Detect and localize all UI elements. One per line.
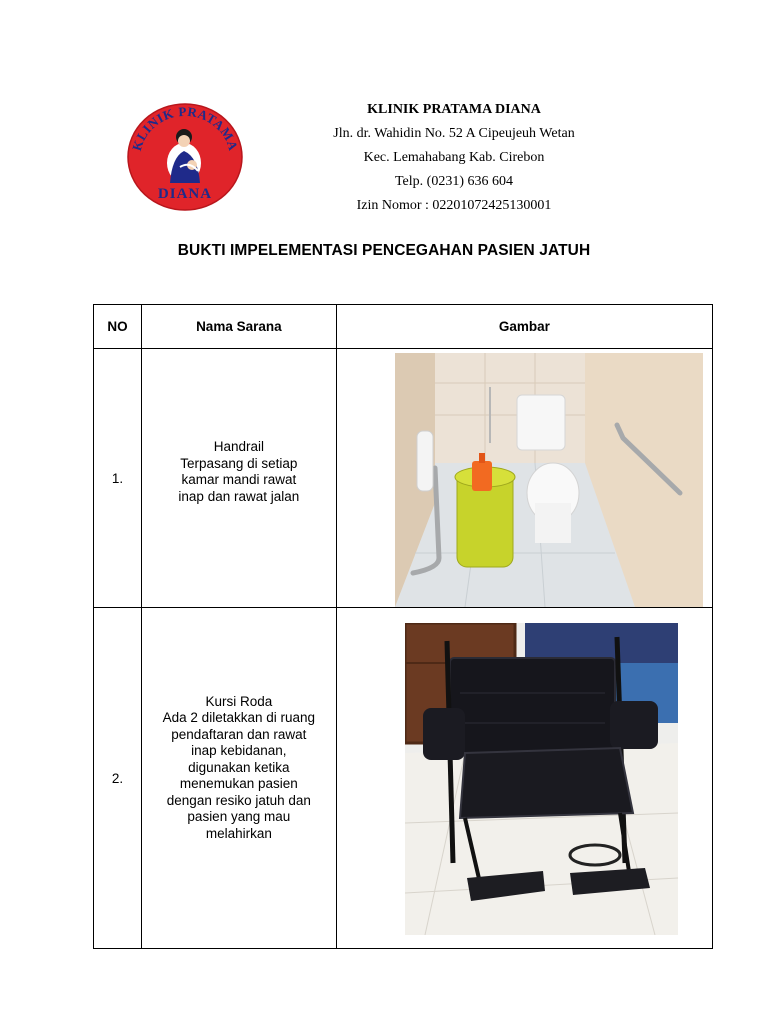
header-no: NO xyxy=(94,305,142,349)
table-row xyxy=(94,349,713,608)
license-number: Izin Nomor : 02201072425130001 xyxy=(356,198,552,213)
facility-name: Kursi Roda xyxy=(205,693,273,709)
photo-cell xyxy=(336,349,712,608)
facility-description: Terpasang di setiap kamar mandi rawat inap dan rawat jalan xyxy=(178,455,300,504)
clinic-name: KLINIK PRATAMA DIANA xyxy=(367,102,541,117)
evidence-table xyxy=(93,304,713,949)
bathroom-handrail-photo xyxy=(395,353,703,607)
address-line-1: Jln. dr. Wahidin No. 52 A Cipeujeuh Wetan xyxy=(333,126,575,141)
table-header-row xyxy=(94,305,713,349)
wheelchair-photo xyxy=(405,623,678,935)
photo-cell xyxy=(336,608,712,949)
facility-cell xyxy=(141,349,336,608)
svg-text:DIANA: DIANA xyxy=(157,186,213,202)
address-line-2: Kec. Lemahabang Kab. Cirebon xyxy=(363,150,545,165)
row-number: 2. xyxy=(94,608,142,949)
header-gambar: Gambar xyxy=(336,305,712,349)
row-number: 1. xyxy=(94,349,142,608)
svg-text:KLINIK PRATAMA: KLINIK PRATAMA xyxy=(128,103,242,153)
facility-description: Ada 2 diletakkan di ruang pendaftaran dan rawat inap kebidanan, digunakan ketika menemukan pasien dengan resiko jatuh dan pasien yang mau melahirkan xyxy=(162,710,316,841)
table-row xyxy=(94,608,713,949)
phone-number: Telp. (0231) 636 604 xyxy=(394,174,513,189)
letterhead xyxy=(270,98,638,218)
clinic-logo xyxy=(126,101,244,211)
document-title: BUKTI IMPELEMENTASI PENCEGAHAN PASIEN JATUH xyxy=(177,242,591,259)
facility-cell xyxy=(141,608,336,949)
facility-name: Handrail xyxy=(213,439,264,454)
header-nama-sarana: Nama Sarana xyxy=(141,305,336,349)
